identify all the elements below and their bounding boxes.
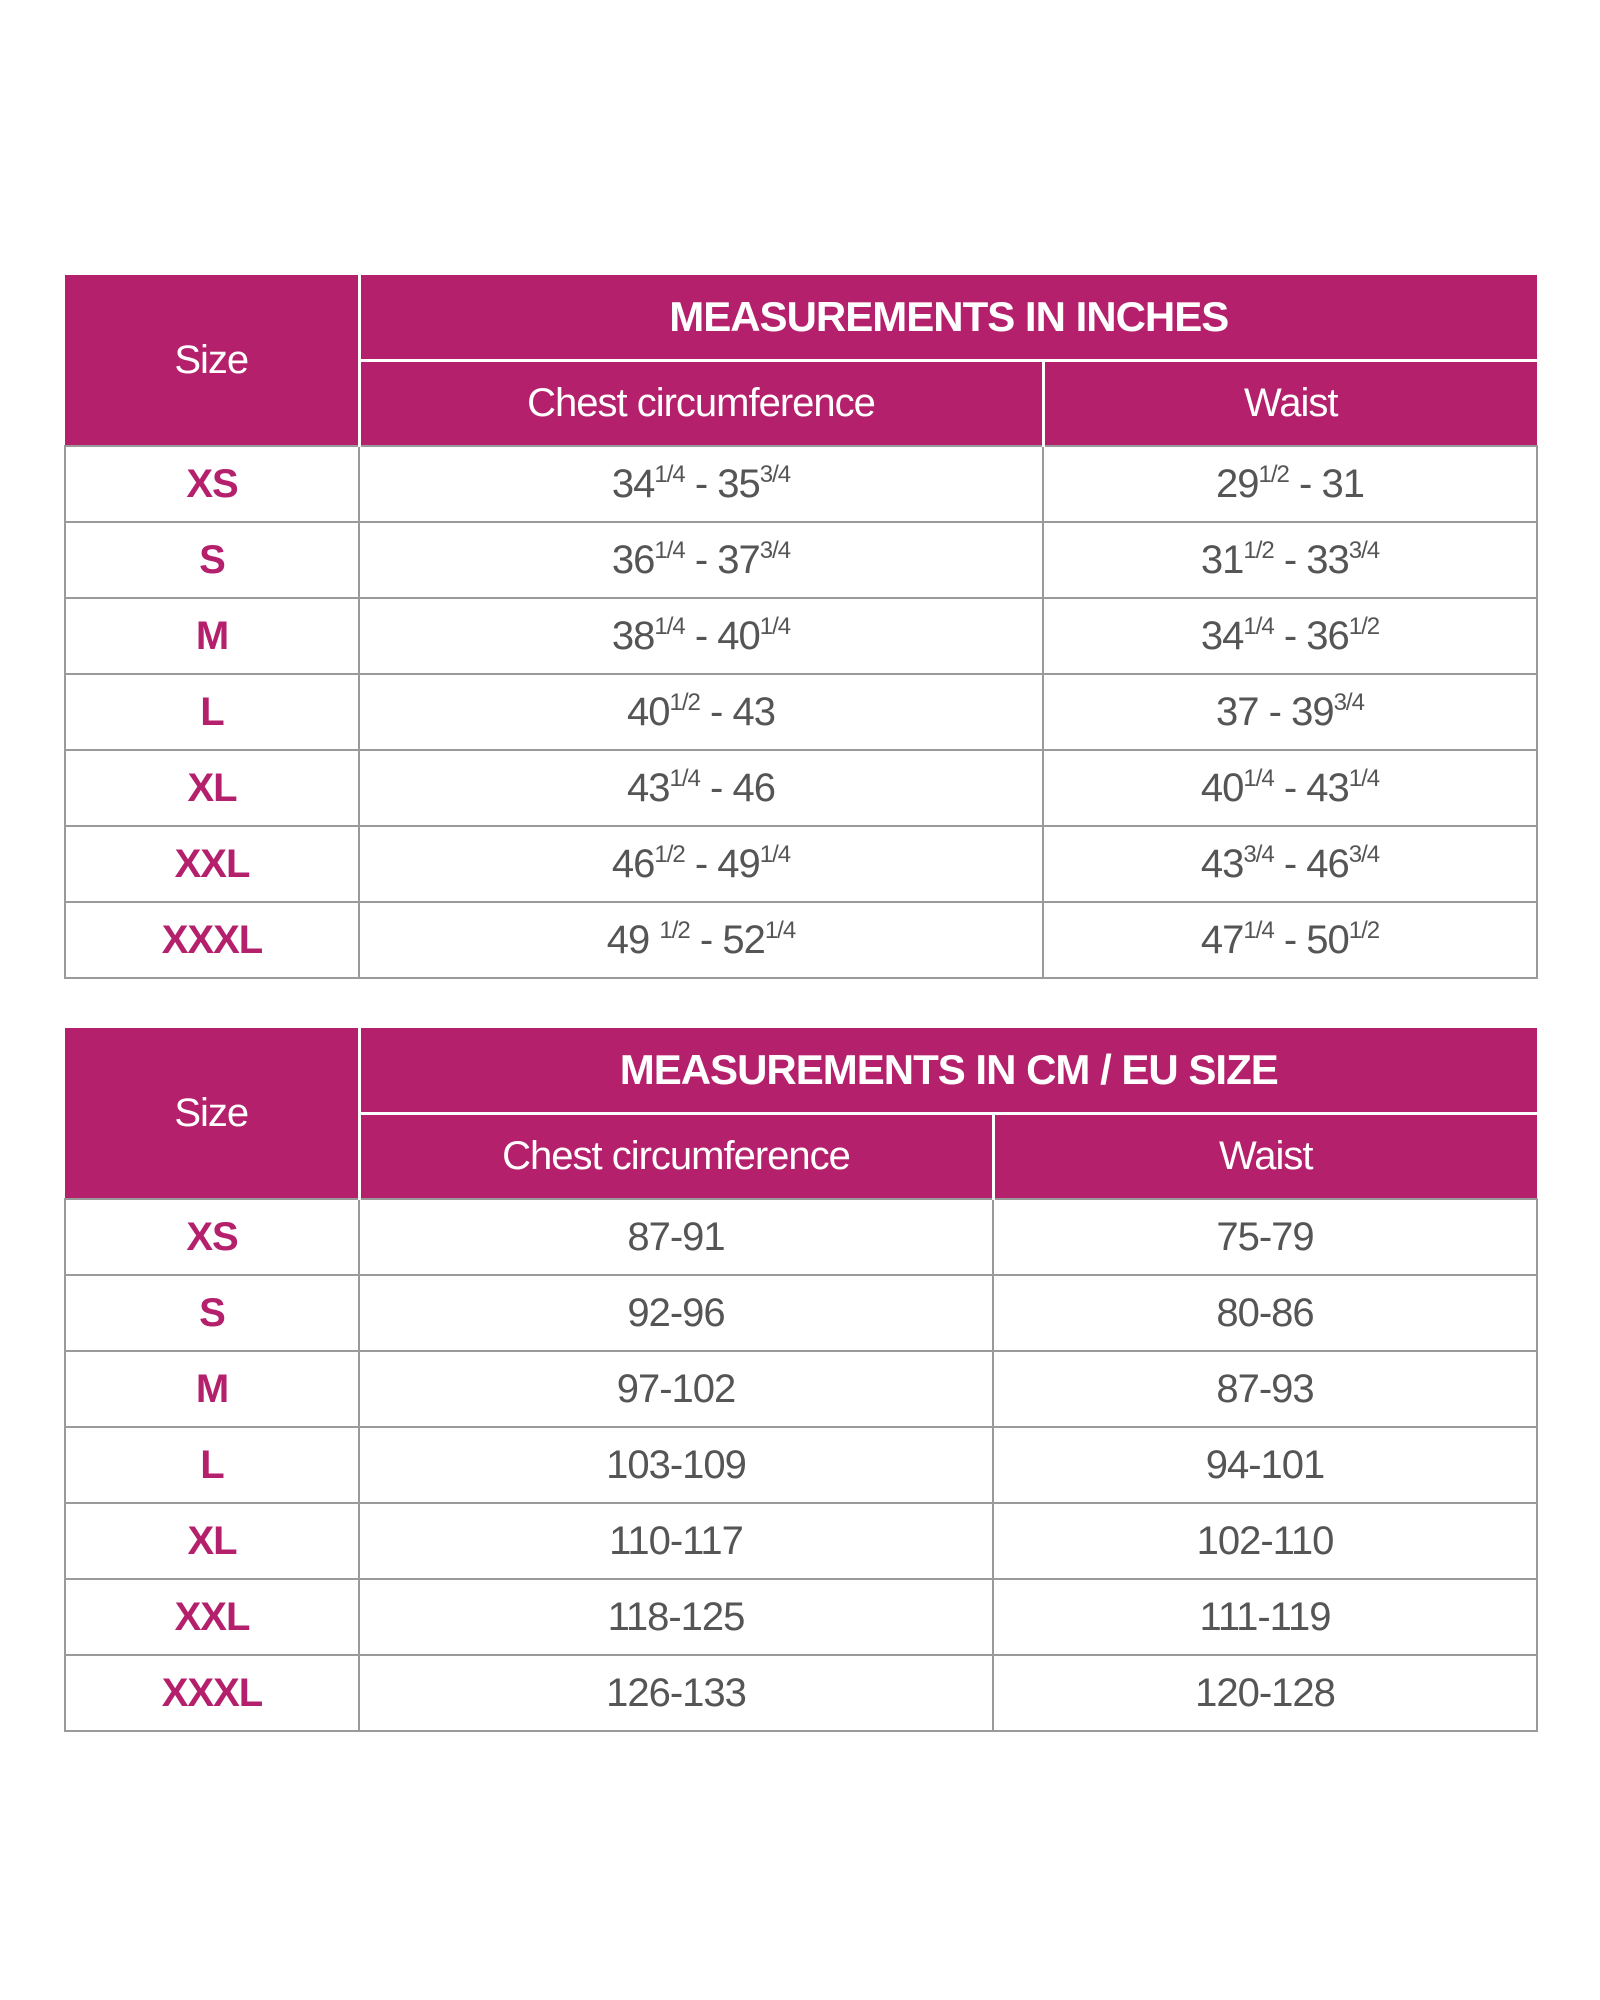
size-cell: XXXL [65,902,359,978]
range-separator: - [1273,765,1307,810]
size-cell: L [65,674,359,750]
table-row [65,598,1537,674]
range-end: 37 [717,537,760,582]
table-row [65,902,1537,978]
cm-size-table [64,1028,1538,1732]
fraction: 1/4 [669,764,700,792]
fraction: 1/2 [1348,612,1380,640]
table-row [65,1199,1537,1275]
chest-cell: 92-96 [359,1275,993,1351]
range-separator: - [684,537,718,582]
range-start: 49 [606,917,660,962]
range-start: 46 [611,841,655,886]
chest-cell: 97-102 [359,1351,993,1427]
size-cell: S [65,522,359,598]
fraction: 1/4 [759,840,791,868]
range-start: 36 [611,537,655,582]
waist-cell [1043,598,1537,674]
size-cell: XXL [65,1579,359,1655]
fraction: 1/2 [654,840,685,868]
range-end: 49 [717,841,760,886]
size-cell: XXXL [65,1655,359,1731]
range-start: 43 [1200,841,1244,886]
fraction: 1/4 [654,460,685,488]
size-cell: XL [65,1503,359,1579]
range-end: 43 [1306,765,1349,810]
table-row [65,1351,1537,1427]
range-end: 46 [1306,841,1349,886]
fraction: 1/4 [654,612,685,640]
table-row [65,1655,1537,1731]
size-column-header: Size [65,275,359,446]
size-cell: M [65,598,359,674]
range-end: 43 [732,689,775,734]
range-separator: - [699,765,733,810]
range-end: 35 [717,461,760,506]
chest-cell [359,598,1043,674]
chest-cell [359,826,1043,902]
range-separator: - [1258,689,1292,734]
table-row [65,826,1537,902]
chest-cell: 110-117 [359,1503,993,1579]
range-start: 40 [1200,765,1244,810]
fraction: 1/2 [659,916,690,944]
range-end: 33 [1306,537,1349,582]
fraction: 3/4 [1333,688,1364,716]
table-row [65,1427,1537,1503]
size-cell: M [65,1351,359,1427]
range-start: 31 [1200,537,1244,582]
range-separator: - [689,917,723,962]
range-start: 40 [627,689,670,734]
fraction: 1/4 [1348,764,1380,792]
range-end: 31 [1321,461,1364,506]
fraction: 1/4 [1243,916,1274,944]
fraction: 1/4 [1243,764,1274,792]
size-cell: XXL [65,826,359,902]
range-end: 40 [717,613,760,658]
waist-cell: 87-93 [993,1351,1537,1427]
fraction: 3/4 [1243,840,1274,868]
range-end: 50 [1306,917,1349,962]
waist-cell [1043,522,1537,598]
chest-cell: 103-109 [359,1427,993,1503]
inches-table-title: MEASUREMENTS IN INCHES [359,275,1537,360]
waist-cell [1043,674,1537,750]
waist-cell [1043,902,1537,978]
waist-cell: 80-86 [993,1275,1537,1351]
range-separator: - [1273,917,1307,962]
inches-size-table [64,275,1538,979]
waist-cell [1043,446,1537,522]
waist-cell [1043,826,1537,902]
waist-cell: 94-101 [993,1427,1537,1503]
fraction: 1/4 [654,536,685,564]
size-cell: L [65,1427,359,1503]
table-row [65,446,1537,522]
fraction: 3/4 [759,536,791,564]
range-end: 36 [1306,613,1349,658]
range-start: 47 [1200,917,1244,962]
range-separator: - [684,461,718,506]
fraction: 3/4 [1348,840,1380,868]
chest-cell [359,902,1043,978]
chest-cell [359,750,1043,826]
fraction: 1/4 [764,916,796,944]
range-separator: - [1273,613,1307,658]
fraction: 1/2 [1243,536,1274,564]
table-row [65,522,1537,598]
fraction: 1/4 [1243,612,1274,640]
range-end: 52 [722,917,765,962]
size-cell: XL [65,750,359,826]
range-separator: - [684,613,718,658]
table-row [65,674,1537,750]
chest-cell: 87-91 [359,1199,993,1275]
chest-cell: 118-125 [359,1579,993,1655]
table-row [65,750,1537,826]
waist-cell: 120-128 [993,1655,1537,1731]
range-start: 29 [1216,461,1259,506]
chest-column-header: Chest circumference [359,360,1043,446]
cm-table-title: MEASUREMENTS IN CM / EU SIZE [359,1028,1537,1113]
fraction: 3/4 [759,460,791,488]
size-column-header: Size [65,1028,359,1199]
table-row [65,1579,1537,1655]
table-row [65,1503,1537,1579]
waist-column-header: Waist [1043,360,1537,446]
waist-cell: 75-79 [993,1199,1537,1275]
range-separator: - [1273,537,1307,582]
waist-cell: 111-119 [993,1579,1537,1655]
chest-cell [359,522,1043,598]
chest-cell [359,674,1043,750]
range-start: 38 [611,613,655,658]
range-start: 34 [1200,613,1244,658]
size-cell: XS [65,1199,359,1275]
range-separator: - [1273,841,1307,886]
range-separator: - [699,689,733,734]
waist-column-header: Waist [993,1113,1537,1199]
size-cell: XS [65,446,359,522]
range-start: 37 [1216,689,1259,734]
fraction: 1/2 [669,688,700,716]
fraction: 3/4 [1348,536,1380,564]
range-start: 43 [627,765,670,810]
range-end: 39 [1291,689,1334,734]
waist-cell [1043,750,1537,826]
waist-cell: 102-110 [993,1503,1537,1579]
range-separator: - [684,841,718,886]
chest-cell: 126-133 [359,1655,993,1731]
range-start: 34 [611,461,655,506]
table-row [65,1275,1537,1351]
chest-cell [359,446,1043,522]
fraction: 1/2 [1258,460,1289,488]
range-end: 46 [732,765,775,810]
fraction: 1/2 [1348,916,1380,944]
range-separator: - [1288,461,1322,506]
size-cell: S [65,1275,359,1351]
chest-column-header: Chest circumference [359,1113,993,1199]
fraction: 1/4 [759,612,791,640]
